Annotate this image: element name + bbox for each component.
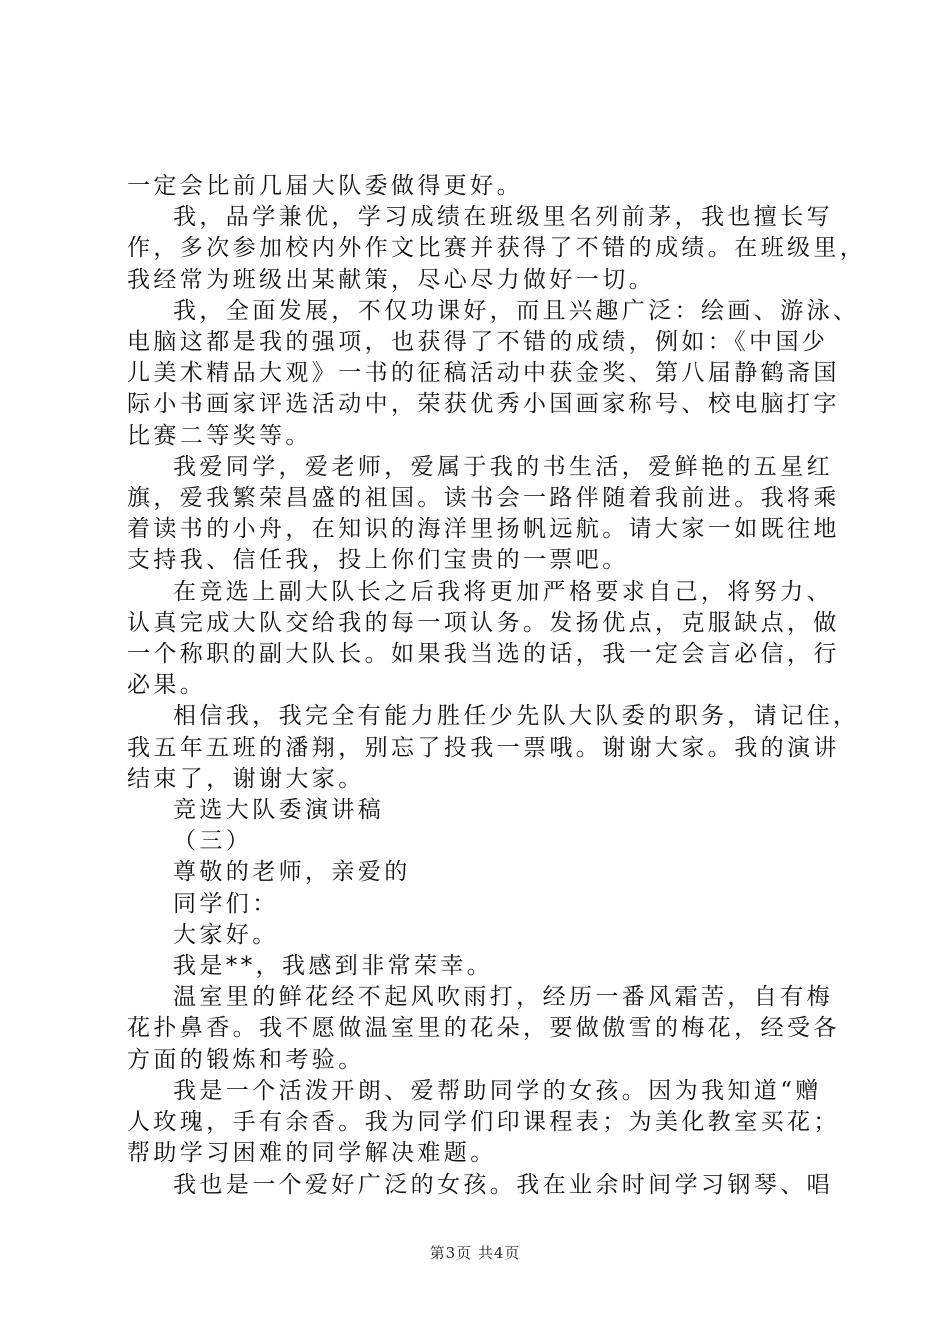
- document-body: [127, 171, 867, 1201]
- text-line: 一个称职的副大队长。如果我当选的话，我一定会言必信，行: [127, 641, 840, 668]
- text-line: 我，品学兼优，学习成绩在班级里名列前茅，我也擅长写: [173, 204, 833, 231]
- paragraph: [127, 577, 840, 702]
- text-line: 花扑鼻香。我不愿做温室里的花朵，要做傲雪的梅花，经受各: [127, 1015, 840, 1042]
- text-line: 支持我、信任我，投上你们宝贵的一票吧。: [127, 547, 629, 574]
- paragraph: [127, 171, 833, 202]
- text-line: 帮助学习困难的同学解决难题。: [127, 1140, 497, 1167]
- text-line: 我是一个活泼开朗、爱帮助同学的女孩。因为我知道“赠: [173, 1077, 822, 1104]
- text-line: 旗，爱我繁荣昌盛的祖国。读书会一路伴随着我前进。我将乘: [127, 485, 840, 512]
- paragraph: [127, 920, 833, 951]
- paragraph: [127, 452, 840, 577]
- paragraph: [127, 982, 840, 1076]
- text-line: 竞选大队委演讲稿: [173, 797, 385, 824]
- text-line: 在竞选上副大队长之后我将更加严格要求自己，将努力、: [173, 578, 833, 605]
- text-line: 儿美术精品大观》一书的征稿活动中获金奖、第八届静鹤斋国: [127, 360, 840, 387]
- text-line: 认真完成大队交给我的每一项认务。发扬优点，克服缺点，做: [127, 609, 840, 636]
- text-line: 大家好。: [173, 921, 279, 948]
- text-line: 必果。: [127, 672, 207, 699]
- paragraph: [127, 1170, 833, 1201]
- text-line: 人玫瑰，手有余香。我为同学们印课程表；为美化教室买花；: [127, 1109, 840, 1136]
- paragraph: [127, 202, 867, 296]
- text-line: 我也是一个爱好广泛的女孩。我在业余时间学习钢琴、唱: [173, 1171, 833, 1198]
- text-line: 同学们：: [173, 890, 279, 917]
- paragraph: [127, 296, 860, 452]
- paragraph: [127, 857, 833, 888]
- text-line: 作，多次参加校内外作文比赛并获得了不错的成绩。在班级里，: [127, 235, 867, 262]
- page-footer: 第3页 共4页: [429, 1244, 521, 1262]
- text-line: 温室里的鲜花经不起风吹雨打，经历一番风霜苦，自有梅: [173, 984, 833, 1011]
- paragraph: [127, 701, 860, 795]
- text-line: 尊敬的老师，亲爱的: [173, 859, 411, 886]
- text-line: 我，全面发展，不仅功课好，而且兴趣广泛：绘画、游泳、: [173, 297, 860, 324]
- text-line: 结束了，谢谢大家。: [127, 765, 365, 792]
- text-line: 我是**，我感到非常荣幸。: [173, 953, 494, 980]
- text-line: 着读书的小舟，在知识的海洋里扬帆远航。请大家一如既往地: [127, 516, 840, 543]
- text-line: 我爱同学，爱老师，爱属于我的书生活，爱鲜艳的五星红: [173, 453, 833, 480]
- paragraph: [127, 951, 833, 982]
- text-line: 我经常为班级出某献策，尽心尽力做好一切。: [127, 266, 655, 293]
- text-line: 一定会比前几届大队委做得更好。: [127, 173, 523, 199]
- paragraph: [127, 889, 833, 920]
- text-line: 际小书画家评选活动中，荣获优秀小国画家称号、校电脑打字: [127, 391, 840, 418]
- paragraph: [127, 826, 833, 857]
- text-line: 比赛二等奖等。: [127, 422, 312, 449]
- text-line: （三）: [173, 828, 253, 855]
- text-line: 我五年五班的潘翔，别忘了投我一票哦。谢谢大家。我的演讲: [127, 734, 840, 761]
- paragraph: [127, 1076, 840, 1170]
- text-line: 相信我，我完全有能力胜任少先队大队委的职务，请记住，: [173, 703, 860, 730]
- text-line: 方面的锻炼和考验。: [127, 1046, 365, 1073]
- paragraph: [127, 795, 833, 826]
- text-line: 电脑这都是我的强项，也获得了不错的成绩，例如：《中国少: [127, 329, 829, 356]
